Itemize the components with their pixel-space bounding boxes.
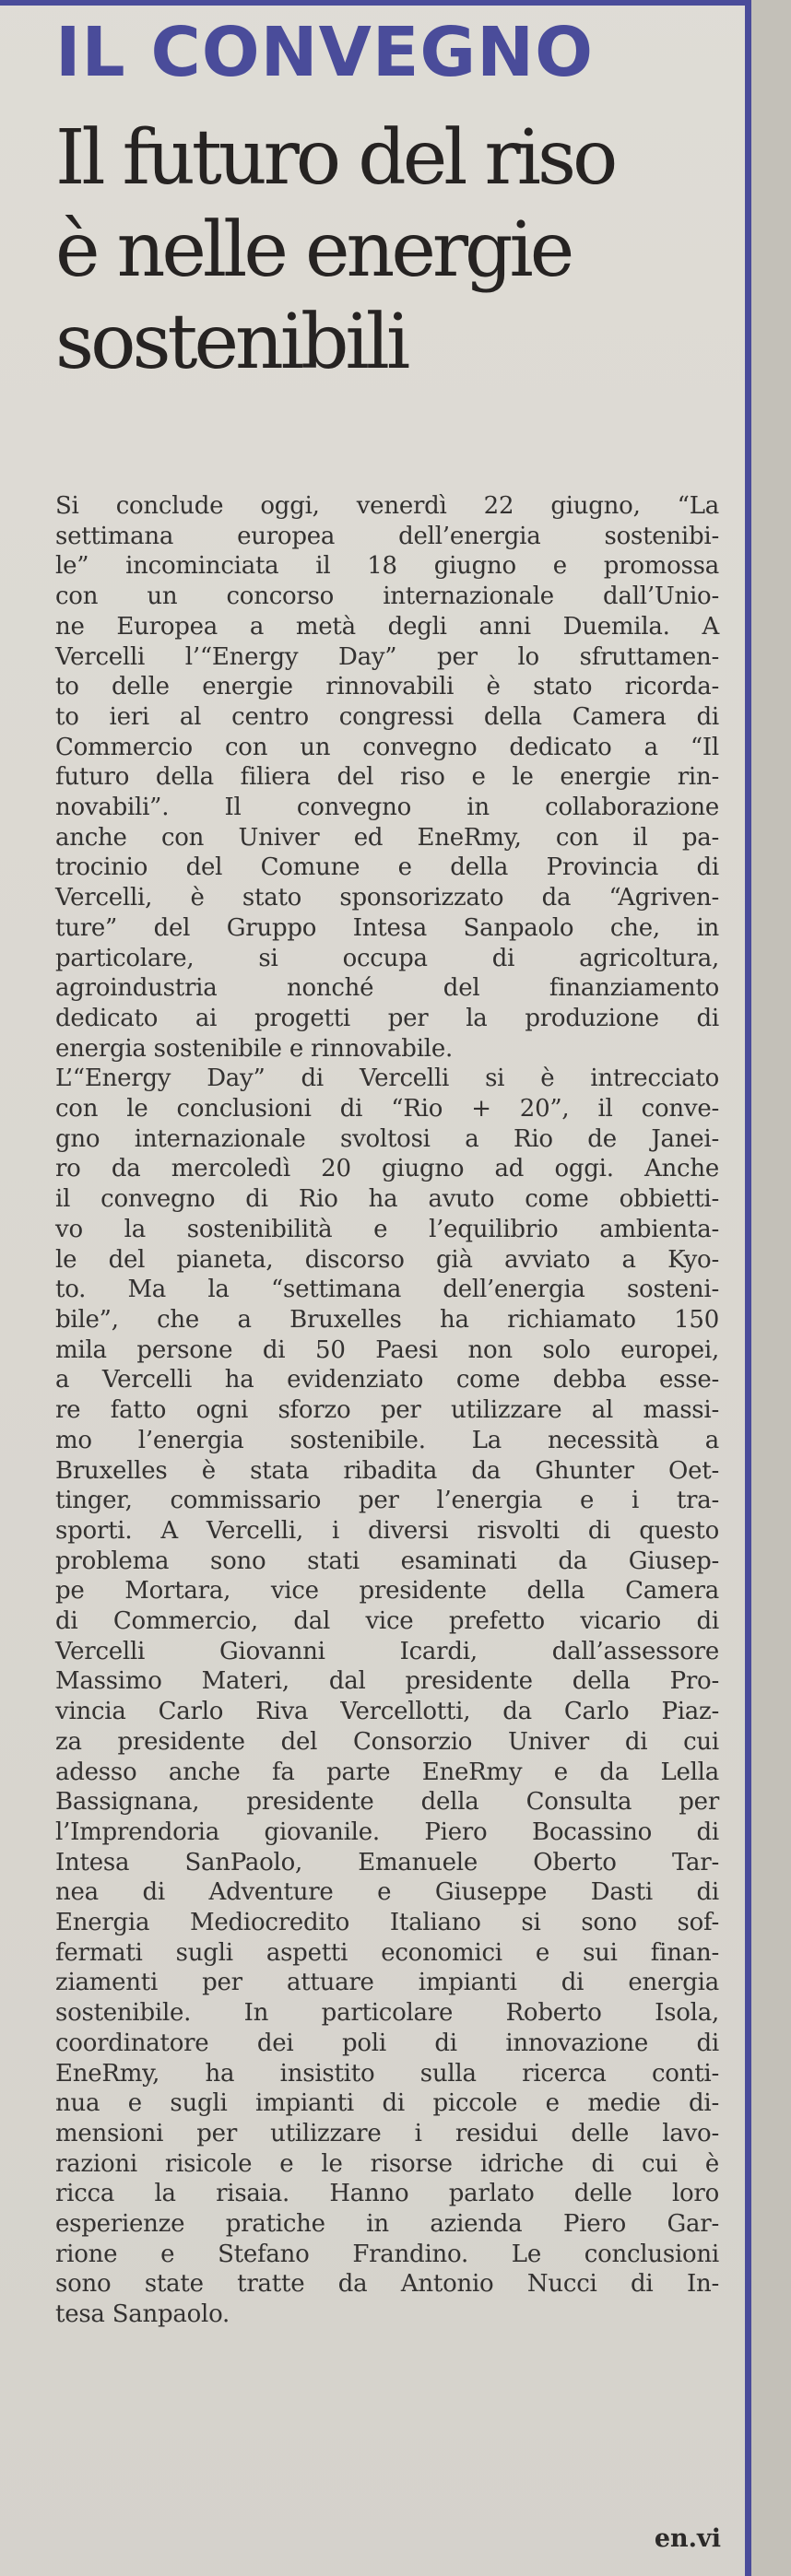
body-line: Energia Mediocredito Italiano si sono sof- <box>55 1909 719 1937</box>
body-line: Bassignana, presidente della Consulta per <box>55 1788 719 1817</box>
section-label: IL CONVEGNO <box>55 13 594 92</box>
body-line: re fatto ogni sforzo per utilizzare al massi- <box>55 1396 719 1425</box>
body-line: L’“Energy Day” di Vercelli si è intrecciato <box>55 1065 719 1093</box>
body-line: gno internazionale svoltosi a Rio de Janei- <box>55 1124 719 1153</box>
author-signature: en.vi <box>654 2524 721 2553</box>
body-line: vincia Carlo Riva Vercellotti, da Carlo Piaz- <box>55 1698 719 1726</box>
body-line: adesso anche fa parte EneRmy e da Lella <box>55 1758 719 1786</box>
body-line: ro da mercoledì 20 giugno ad oggi. Anche <box>55 1155 719 1183</box>
body-line: a Vercelli ha evidenziato come debba esse- <box>55 1366 719 1394</box>
body-line: bile”, che a Bruxelles ha richiamato 150 <box>55 1305 719 1334</box>
body-line: nua e sugli impianti di piccole e medie di- <box>55 2089 719 2118</box>
body-line: problema sono stati esaminati da Giusep- <box>55 1547 719 1575</box>
body-line: mensioni per utilizzare i residui delle lavo- <box>55 2119 719 2147</box>
body-line: l’Imprendoria giovanile. Piero Bocassino di <box>55 1817 719 1846</box>
article-body <box>55 491 719 2330</box>
page-margin <box>751 0 791 2576</box>
body-line: con le conclusioni di “Rio + 20”, il conve- <box>55 1095 719 1123</box>
top-border-rule <box>0 0 751 6</box>
body-line: esperienze pratiche in azienda Piero Gar- <box>55 2210 719 2239</box>
body-line: ture” del Gruppo Intesa Sanpaolo che, in <box>55 913 719 942</box>
body-line: le” incominciata il 18 giugno e promossa <box>55 552 719 581</box>
body-line: futuro della filiera del riso e le energie rin- <box>55 763 719 792</box>
article-title <box>55 112 738 389</box>
body-line: Vercelli Giovanni Icardi, dall’assessore <box>55 1637 719 1665</box>
body-line: razioni risicole e le risorse idriche di cui è <box>55 2149 719 2178</box>
body-line: Commercio con un convegno dedicato a “Il <box>55 733 719 761</box>
body-line: mila persone di 50 Paesi non solo europei, <box>55 1335 719 1364</box>
body-line: ricca la risaia. Hanno parlato delle loro <box>55 2180 719 2208</box>
body-line: Bruxelles è stata ribadita da Ghunter Oet- <box>55 1456 719 1485</box>
body-line: fermati sugli aspetti economici e sui finan- <box>55 1938 719 1967</box>
body-line: tesa Sanpaolo. <box>55 2300 230 2329</box>
body-line: sporti. A Vercelli, i diversi risvolti di questo <box>55 1516 719 1545</box>
body-line: trocinio del Comune e della Provincia di <box>55 853 719 882</box>
body-line: sono state tratte da Antonio Nucci di In- <box>55 2270 719 2299</box>
body-line: dedicato ai progetti per la produzione di <box>55 1004 719 1032</box>
title-line: sostenibili <box>55 299 407 386</box>
body-line: settimana europea dell’energia sostenibi- <box>55 522 719 550</box>
body-line: to ieri al centro congressi della Camera di <box>55 702 719 731</box>
right-border-rule <box>745 0 751 2576</box>
body-line: to delle energie rinnovabili è stato ricorda- <box>55 673 719 701</box>
body-line: sostenibile. In particolare Roberto Isola, <box>55 1999 719 2028</box>
body-line: le del pianeta, discorso già avviato a Kyo- <box>55 1245 719 1274</box>
title-line: Il futuro del riso <box>55 114 615 202</box>
body-line: di Commercio, dal vice prefetto vicario di <box>55 1607 719 1636</box>
body-line: con un concorso internazionale dall’Unio- <box>55 582 719 611</box>
body-line: anche con Univer ed EneRmy, con il pa- <box>55 823 719 852</box>
body-line: agroindustria nonché del finanziamento <box>55 974 719 1003</box>
body-line: EneRmy, ha insistito sulla ricerca conti- <box>55 2059 719 2088</box>
body-line: Vercelli l’“Energy Day” per lo sfruttamen- <box>55 642 719 671</box>
body-line: nea di Adventure e Giuseppe Dasti di <box>55 1878 719 1907</box>
body-line: Vercelli, è stato sponsorizzato da “Agriven- <box>55 884 719 912</box>
body-line: il convegno di Rio ha avuto come obbietti- <box>55 1185 719 1214</box>
body-line: to. Ma la “settimana dell’energia sosteni- <box>55 1276 719 1304</box>
body-line: ziamenti per attuare impianti di energia <box>55 1969 719 1997</box>
body-line: pe Mortara, vice presidente della Camera <box>55 1577 719 1606</box>
body-line: energia sostenibile e rinnovabile. <box>55 1034 453 1063</box>
title-line: è nelle energie <box>55 206 572 294</box>
body-line: novabili”. Il convegno in collaborazione <box>55 794 719 822</box>
body-line: rione e Stefano Frandino. Le conclusioni <box>55 2240 719 2268</box>
body-line: mo l’energia sostenibile. La necessità a <box>55 1426 719 1454</box>
body-line: coordinatore dei poli di innovazione di <box>55 2029 719 2057</box>
body-line: Si conclude oggi, venerdì 22 giugno, “La <box>55 492 719 520</box>
body-line: tinger, commissario per l’energia e i tra- <box>55 1487 719 1515</box>
body-line: za presidente del Consorzio Univer di cui <box>55 1727 719 1756</box>
body-line: particolare, si occupa di agricoltura, <box>55 944 719 972</box>
body-line: Intesa SanPaolo, Emanuele Oberto Tar- <box>55 1848 719 1876</box>
body-line: ne Europea a metà degli anni Duemila. A <box>55 612 719 641</box>
body-line: Massimo Materi, dal presidente della Pro- <box>55 1667 719 1696</box>
body-line: vo la sostenibilità e l’equilibrio ambienta- <box>55 1215 719 1243</box>
